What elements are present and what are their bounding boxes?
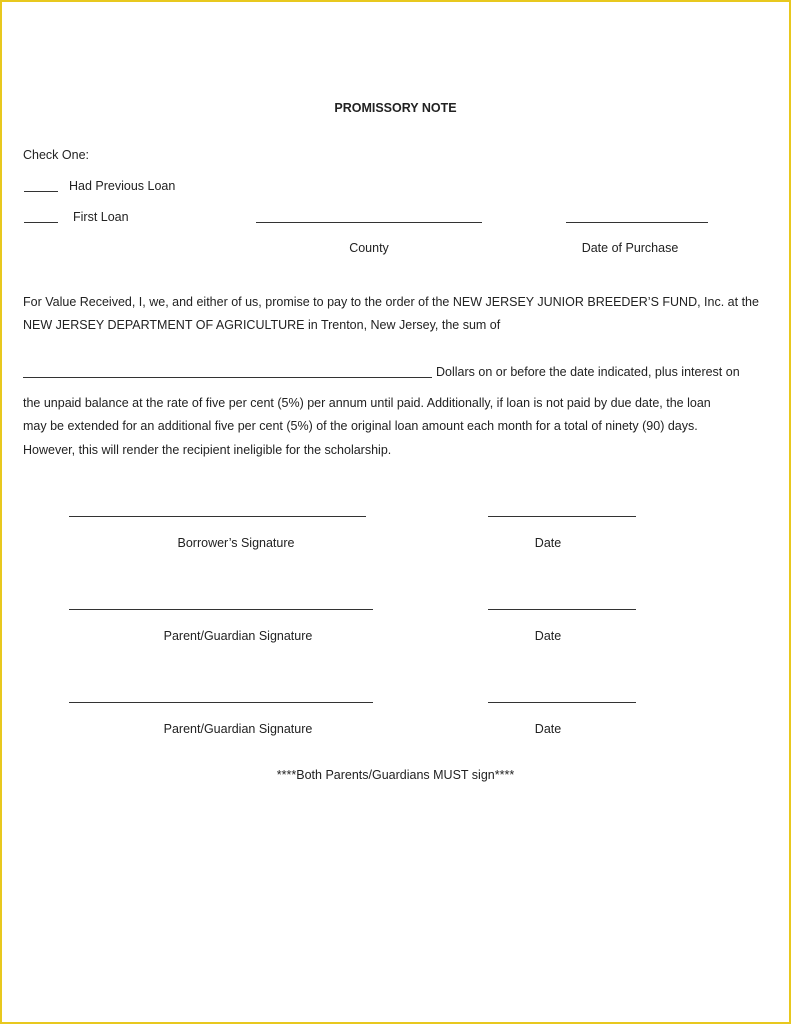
date-of-purchase-field[interactable] [566,222,708,223]
body-line-2: NEW JERSEY DEPARTMENT OF AGRICULTURE in Trenton, New Jersey, the sum of [23,318,501,332]
county-field[interactable] [256,222,482,223]
dollars-text: Dollars on or before the date indicated, plus interest on [436,365,740,379]
footer-note: ****Both Parents/Guardians MUST sign**** [276,768,515,782]
previous-loan-label: Had Previous Loan [69,179,176,193]
guardian-1-date-label: Date [534,629,562,643]
body-line-6: However, this will render the recipient ineligible for the scholarship. [23,443,392,457]
body-line-5: may be extended for an additional five per cent (5%) of the original loan amount each month for a total of ninety (90) days. [23,419,698,433]
borrower-signature-field[interactable] [69,516,366,517]
date-of-purchase-label: Date of Purchase [581,241,679,255]
guardian-2-signature-label: Parent/Guardian Signature [163,722,313,736]
guardian-2-date-field[interactable] [488,702,636,703]
guardian-1-signature-field[interactable] [69,609,373,610]
borrower-date-label: Date [534,536,562,550]
check-one-label: Check One: [23,148,90,162]
borrower-date-field[interactable] [488,516,636,517]
body-line-4: the unpaid balance at the rate of five per cent (5%) per annum until paid. Additionally, if loan is not paid by due date, the loan [23,396,711,410]
body-line-1: For Value Received, I, we, and either of us, promise to pay to the order of the NEW JERSEY JUNIOR BREEDER’S FUND, Inc. at the [23,295,759,309]
guardian-1-date-field[interactable] [488,609,636,610]
document-title: PROMISSORY NOTE [334,101,457,115]
guardian-1-signature-label: Parent/Guardian Signature [163,629,313,643]
previous-loan-checkbox-blank[interactable] [24,191,58,192]
first-loan-label: First Loan [73,210,129,224]
first-loan-checkbox-blank[interactable] [24,222,58,223]
guardian-2-signature-field[interactable] [69,702,373,703]
county-label: County [349,241,389,255]
amount-field[interactable] [23,377,432,378]
borrower-signature-label: Borrower’s Signature [177,536,295,550]
guardian-2-date-label: Date [534,722,562,736]
